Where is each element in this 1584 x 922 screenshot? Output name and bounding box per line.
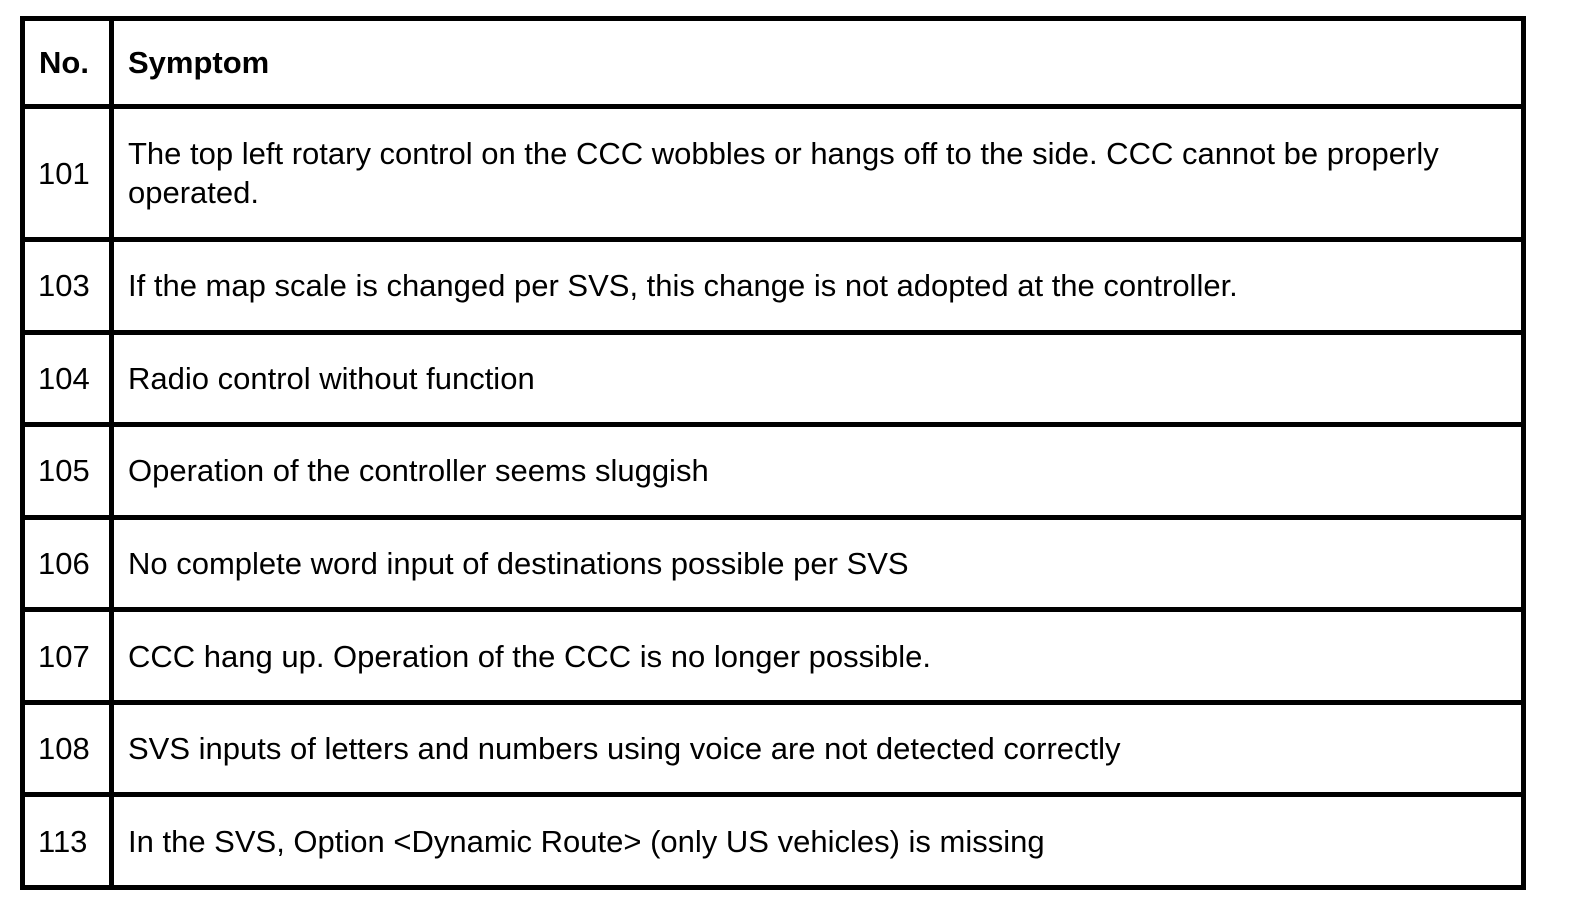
table-row: [23, 425, 1524, 518]
cell-symptom: CCC hang up. Operation of the CCC is no longer possible.: [112, 610, 1524, 703]
symptom-table: [20, 16, 1526, 890]
cell-symptom: Radio control without function: [112, 332, 1524, 425]
table-row: [23, 517, 1524, 610]
cell-number: 103: [23, 240, 112, 333]
column-header-symptom: Symptom: [112, 19, 1524, 107]
table-row: [23, 240, 1524, 333]
table-row: [23, 702, 1524, 795]
cell-symptom: The top left rotary control on the CCC wobbles or hangs off to the side. CCC cannot be properly operated.: [112, 107, 1524, 240]
table-row: [23, 610, 1524, 703]
cell-symptom: No complete word input of destinations possible per SVS: [112, 517, 1524, 610]
cell-symptom: In the SVS, Option <Dynamic Route> (only US vehicles) is missing: [112, 795, 1524, 888]
cell-number: 107: [23, 610, 112, 703]
table-header-row: [23, 19, 1524, 107]
cell-symptom: SVS inputs of letters and numbers using voice are not detected correctly: [112, 702, 1524, 795]
cell-symptom: Operation of the controller seems sluggish: [112, 425, 1524, 518]
cell-number: 106: [23, 517, 112, 610]
cell-symptom: If the map scale is changed per SVS, this change is not adopted at the controller.: [112, 240, 1524, 333]
cell-number: 108: [23, 702, 112, 795]
cell-number: 104: [23, 332, 112, 425]
column-header-no: No.: [23, 19, 112, 107]
cell-number: 105: [23, 425, 112, 518]
cell-number: 101: [23, 107, 112, 240]
table-row: [23, 332, 1524, 425]
table-row: [23, 107, 1524, 240]
table-row: [23, 795, 1524, 888]
cell-number: 113: [23, 795, 112, 888]
